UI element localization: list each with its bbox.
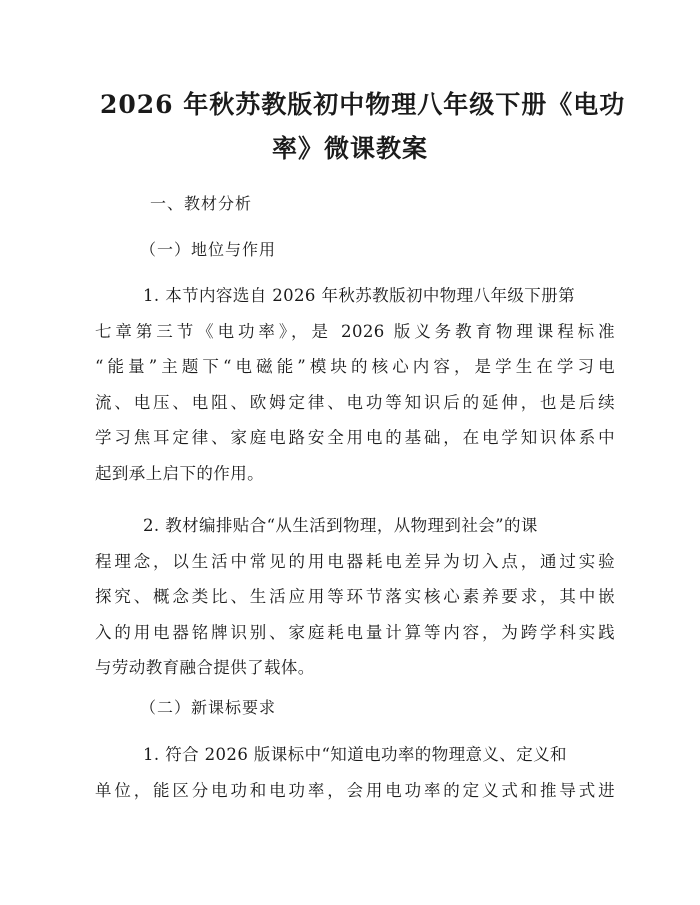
paragraph-1-line: 七章第三节《电功率》，是 2026 版义务教育物理课程标准 <box>95 321 615 341</box>
paragraph-3-line: 单位，能区分电功和电功率，会用电功率的定义式和推导式进 <box>95 780 615 800</box>
paragraph-1-line: 1. 本节内容选自 2026 年秋苏教版初中物理八年级下册第 <box>143 286 575 305</box>
paragraph-2-line: 探究、概念类比、生活应用等环节落实核心素养要求，其中嵌 <box>95 587 615 606</box>
document-title-line-1: 2026 年秋苏教版初中物理八年级下册《电功 <box>100 90 626 119</box>
paragraph-3 <box>95 737 615 808</box>
document-title-line-2: 率》微课教案 <box>271 134 428 163</box>
paragraph-1 <box>95 278 615 491</box>
paragraph-1-line: 起到承上启下的作用。 <box>95 463 264 483</box>
subsection-heading-position-role: （一）地位与作用 <box>140 240 277 259</box>
paragraph-1-line: 流、电压、电阻、欧姆定律、电功等知识后的延伸，也是后续 <box>95 392 615 412</box>
paragraph-2-line: 入的用电器铭牌识别、家庭耗电量计算等内容，为跨学科实践 <box>95 622 615 642</box>
subsection-heading-curriculum-requirements: （二）新课标要求 <box>140 698 277 717</box>
paragraph-3-line: 1. 符合 2026 版课标中“知道电功率的物理意义、定义和 <box>143 745 567 764</box>
paragraph-2-line: 与劳动教育融合提供了载体。 <box>95 658 315 677</box>
paragraph-2-line: 程理念，以生活中常见的用电器耗电差异为切入点，通过实验 <box>95 551 615 571</box>
paragraph-1-line: 学习焦耳定律、家庭电路安全用电的基础，在电学知识体系中 <box>95 428 615 447</box>
section-heading-materials-analysis: 一、教材分析 <box>150 194 253 213</box>
paragraph-2-line: 2. 教材编排贴合“从生活到物理，从物理到社会”的课 <box>143 516 538 535</box>
paragraph-2 <box>95 508 615 686</box>
paragraph-1-line: “能量”主题下“电磁能”模块的核心内容，是学生在学习电 <box>95 357 615 376</box>
